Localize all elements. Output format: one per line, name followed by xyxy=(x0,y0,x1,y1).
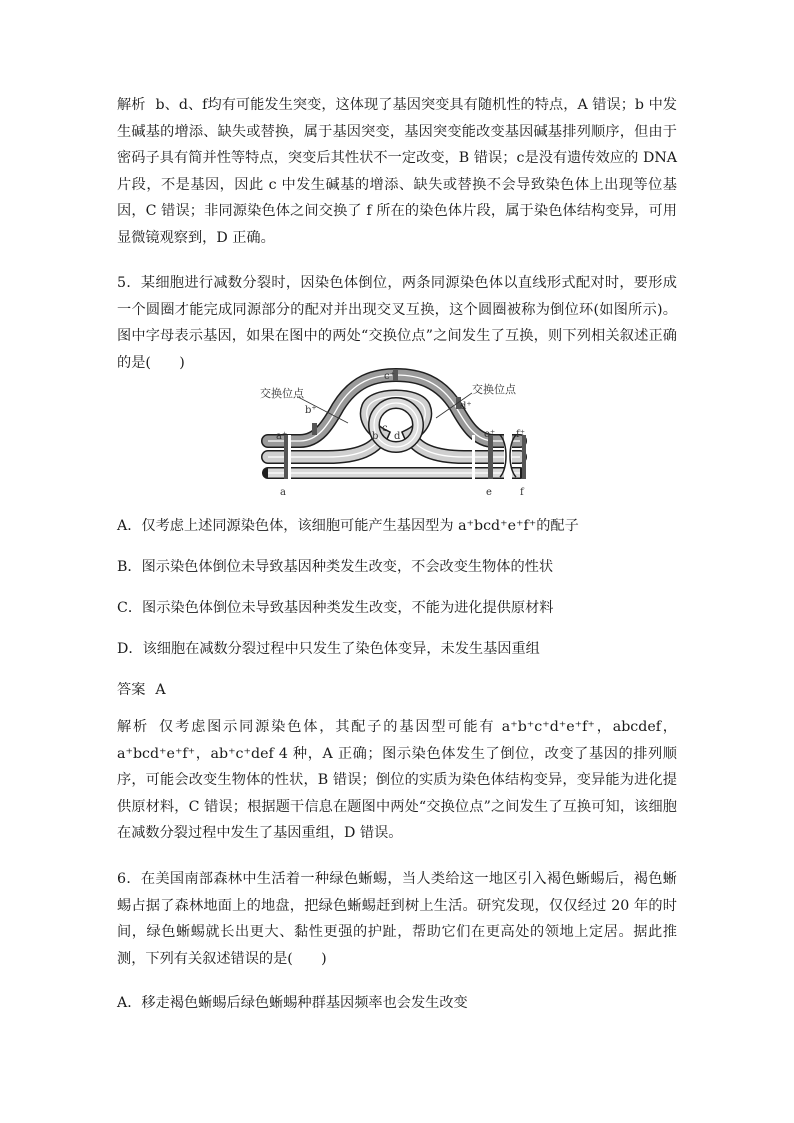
gene-d: d xyxy=(394,431,401,442)
answer-line xyxy=(117,679,677,701)
gene-c-plus: c⁺ xyxy=(384,371,395,382)
gene-e-plus: e⁺ xyxy=(484,429,496,440)
analysis-paragraph-q4 xyxy=(117,92,677,251)
gene-f: f xyxy=(520,487,524,498)
gene-c: c xyxy=(382,423,388,434)
gene-e: e xyxy=(486,487,492,498)
exchange-site-label-left: 交换位点 xyxy=(260,387,304,400)
gene-b-plus: b⁺ xyxy=(305,405,317,416)
answer-value: A xyxy=(155,682,166,698)
gene-a-plus: a⁺ xyxy=(276,431,288,442)
question-6-option-a: A．移走褐色蜥蜴后绿色蜥蜴种群基因频率也会发生改变 xyxy=(117,995,468,1011)
question-5-stem: 5．某细胞进行减数分裂时，因染色体倒位，两条同源染色体以直线形式配对时，要形成一个圆圈才能完成同源部分的配对并出现交叉互换，这个圆圈被称为倒位环(如图所示)。图中字母表示基因，如果在图中的两处“交换位点”之间发生了互换，则下列相关叙述正确的是( ) xyxy=(117,275,677,371)
gene-f-plus: f⁺ xyxy=(516,429,525,440)
answer-label: 答案 xyxy=(117,682,146,698)
gene-a: a xyxy=(280,487,286,498)
gene-d-plus: d⁺ xyxy=(460,401,472,412)
analysis-label: 解析 xyxy=(117,97,146,113)
inversion-loop-figure xyxy=(258,363,542,501)
analysis-label-q5: 解析 xyxy=(117,719,150,735)
option-c: C．图示染色体倒位未导致基因种类发生改变，不能为进化提供原材料 xyxy=(117,600,554,616)
analysis-paragraph-q5 xyxy=(117,714,677,847)
gene-b: b xyxy=(372,431,379,442)
analysis-text-q5: 仅考虑图示同源染色体，其配子的基因型可能有 a⁺b⁺c⁺d⁺e⁺f⁺，abcdef，a⁺bcd⁺e⁺f⁺，ab⁺c⁺def 4 种，A 正确；图示染色体发生了倒位，改变了基因的排列顺序，可能会改变生物体的性状，B 错误；倒位的实质为染色体结构变异，变异能为进化提供原材料，C 错误；根据题干信息在题图中两处“交换位点”之间发生了互换可知，该细胞在减数分裂过程中发生了基因重组，D 错误。 xyxy=(117,719,677,841)
option-d: D．该细胞在减数分裂过程中只发生了染色体变异，未发生基因重组 xyxy=(117,641,540,657)
option-b: B．图示染色体倒位未导致基因种类发生改变，不会改变生物体的性状 xyxy=(117,559,554,575)
exchange-site-label-right: 交换位点 xyxy=(472,383,516,396)
analysis-text: b、d、f均有可能发生突变，这体现了基因突变具有随机性的特点，A 错误；b 中发生碱基的增添、缺失或替换，属于基因突变，基因突变能改变基因碱基排列顺序，但由于密码子具有简并性等特点，突变后其性状不一定改变，B 错误；c是没有遗传效应的 DNA 片段，不是基因，因此 c 中发生碱基的增添、缺失或替换不会导致染色体上出现等位基因，C 错误；非同源染色体之间交换了 f 所在的染色体片段，属于染色体结构变异，可用显微镜观察到，D 正确。 xyxy=(117,97,677,246)
question-6-stem: 6．在美国南部森林中生活着一种绿色蜥蜴，当人类给这一地区引入褐色蜥蜴后，褐色蜥蜴占据了森林地面上的地盘，把绿色蜥蜴赶到树上生活。研究发现，仅仅经过 20 年的时间，绿色蜥蜴就长出更大、黏性更强的护趾，帮助它们在更高处的领地上定居。据此推测，下列有关叙述错误的是( ) xyxy=(117,871,677,967)
option-a: A．仅考虑上述同源染色体，该细胞可能产生基因型为 a⁺bcd⁺e⁺f⁺的配子 xyxy=(117,518,579,534)
